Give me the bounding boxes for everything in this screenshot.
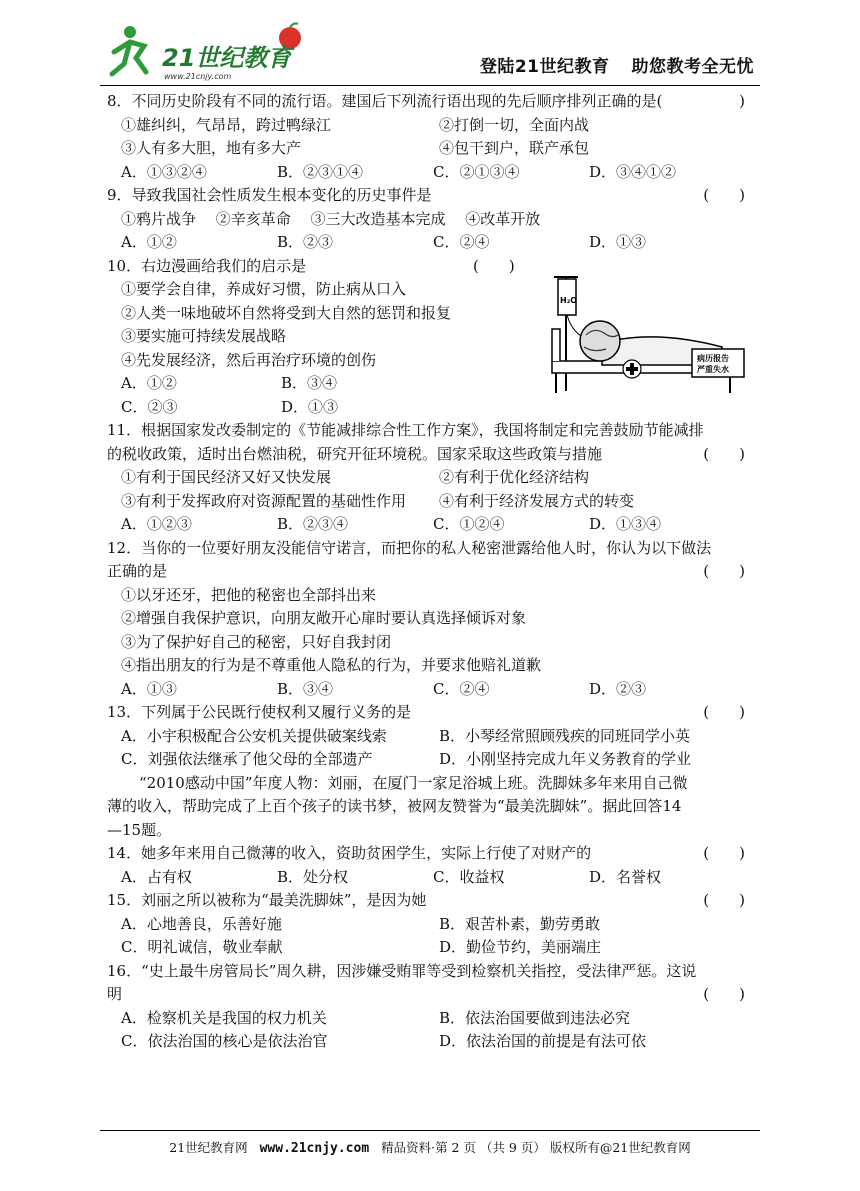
question-12-choices: A．①③ B．③④ C．②④ D．②③ bbox=[121, 679, 647, 698]
header-rule bbox=[100, 85, 760, 86]
question-list bbox=[107, 90, 757, 1054]
question-8-choices: A．①③②④ B．②③①④ C．②①③④ D．③④①② bbox=[121, 162, 677, 181]
question-9-items: ①鸦片战争 ②辛亥革命 ③三大改造基本完成 ④改革开放 bbox=[121, 209, 541, 228]
question-12-item-4: ④指出朋友的行为是不尊重他人隐私的行为，并要求他赔礼道歉 bbox=[121, 656, 542, 674]
question-12-item-3: ③为了保护好自己的秘密，只好自我封闭 bbox=[121, 632, 392, 651]
question-14-choices: A．占有权 B．处分权 C．收益权 D．名誉权 bbox=[121, 867, 662, 886]
question-13-stem: 13．下列属于公民既行使权利又履行义务的是 ( ) bbox=[107, 703, 745, 721]
svg-text:严重失水: 严重失水 bbox=[697, 365, 729, 374]
question-9-choices: A．①② B．②③ C．②④ D．①③ bbox=[121, 233, 647, 251]
question-16-choices-row1: A．检察机关是我国的权力机关 B．依法治国要做到违法必究 bbox=[121, 1008, 631, 1027]
earth-patient-cartoon bbox=[534, 269, 760, 399]
question-13-choices-row2: C．刘强依法继承了他父母的全部遗产 D．小刚坚持完成九年义务教育的学业 bbox=[121, 750, 692, 768]
header-slogan bbox=[458, 52, 754, 77]
question-10-item-4: ④先发展经济，然后再治疗环境的创伤 bbox=[121, 350, 377, 369]
question-15-choices-row1: A．心地善良，乐善好施 B．艰苦朴素，勤劳勇敢 bbox=[121, 914, 601, 933]
footer-site: 21世纪教育网 bbox=[169, 1140, 248, 1155]
question-12-stem-2: 正确的是 ( ) bbox=[107, 562, 745, 580]
question-10-choices-row2: C．②③ D．①③ bbox=[121, 397, 339, 416]
logo-text: 21世纪教育 bbox=[162, 44, 292, 72]
material-line-2: 薄的收入，帮助完成了上百个孩子的读书梦，被网友赞誉为“最美洗脚妹”。据此回答14 bbox=[107, 797, 682, 815]
page-footer bbox=[100, 1138, 760, 1156]
question-16-choices-row2: C．依法治国的核心是依法治官 D．依法治国的前提是有法可依 bbox=[121, 1032, 647, 1050]
footer-info: 精品资料·第 2 页 （共 9 页） 版权所有@21世纪教育网 bbox=[381, 1140, 691, 1155]
site-logo bbox=[100, 22, 320, 82]
question-13-choices-row1: A．小宇积极配合公安机关提供破案线索 B．小琴经常照顾残疾的同班同学小英 bbox=[121, 726, 691, 745]
question-10-choices-row1: A．①② B．③④ bbox=[121, 374, 338, 392]
question-12-item-2: ②增强自我保护意识，向朋友敞开心扉时要认真选择倾诉对象 bbox=[121, 609, 527, 627]
question-8-stem: 8．不同历史阶段有不同的流行语。建国后下列流行语出现的先后顺序排列正确的是( ) bbox=[107, 92, 745, 110]
page-header bbox=[100, 22, 760, 84]
question-10-item-2: ②人类一味地破坏自然将受到大自然的惩罚和报复 bbox=[121, 303, 452, 322]
footer-url: www.21cnjy.com bbox=[259, 1141, 370, 1156]
question-12-stem-1: 12．当你的一位要好朋友没能信守诺言，而把你的私人秘密泄露给他人时，你认为以下做法 bbox=[107, 538, 712, 557]
question-11-items-row1: ①有利于国民经济又好又快发展 ②有利于优化经济结构 bbox=[121, 468, 590, 486]
question-10-item-1: ①要学会自律，养成好习惯，防止病从口入 bbox=[121, 280, 407, 298]
slogan-part-1: 登陆21世纪教育 bbox=[479, 57, 610, 77]
question-11-items-row2: ③有利于发挥政府对资源配置的基础性作用 ④有利于经济发展方式的转变 bbox=[121, 491, 635, 510]
material-line-1: “2010感动中国”年度人物：刘丽，在厦门一家足浴城上班。洗脚妹多年来用自己微 bbox=[139, 773, 688, 792]
question-14-stem: 14．她多年来用自己微薄的收入，资助贫困学生，实际上行使了对财产的 ( ) bbox=[107, 844, 745, 862]
question-12-item-1: ①以牙还牙，把他的秘密也全部抖出来 bbox=[121, 585, 377, 604]
earth-globe-icon bbox=[580, 321, 620, 361]
question-9-stem: 9．导致我国社会性质发生根本变化的历史事件是 ( ) bbox=[107, 186, 745, 204]
iv-bag-label: H₂O bbox=[560, 296, 577, 305]
question-11-stem-2: 的税收政策，适时出台燃油税，研究开征环境税。国家采取这些政策与措施 ( ) bbox=[107, 444, 745, 463]
question-16-stem-1: 16．“史上最牛房管局长”周久耕，因涉嫌受贿罪等受到检察机关指控，受法律严惩。这说 bbox=[107, 961, 697, 980]
question-15-choices-row2: C．明礼诚信，敬业奉献 D．勤俭节约，美丽端庄 bbox=[121, 938, 602, 956]
running-figure-icon bbox=[112, 26, 146, 74]
question-11-choices: A．①②③ B．②③④ C．①②④ D．①③④ bbox=[121, 515, 662, 533]
question-10-item-3: ③要实施可持续发展战略 bbox=[121, 327, 287, 345]
footer-rule bbox=[100, 1130, 760, 1131]
svg-text:病历报告: 病历报告 bbox=[697, 354, 729, 363]
logo-url: www.21cnjy.com bbox=[164, 72, 232, 81]
question-10-stem: 10．右边漫画给我们的启示是 ( ) bbox=[107, 256, 515, 275]
material-line-3: —15题。 bbox=[107, 820, 172, 839]
question-11-stem-1: 11．根据国家发改委制定的《节能减排综合性工作方案》，我国将制定和完善鼓励节能减排 bbox=[107, 421, 704, 439]
question-8-items-row2: ③人有多大胆，地有多大产 ④包干到户，联产承包 bbox=[121, 139, 590, 157]
slogan-part-2: 助您教考全无忧 bbox=[631, 57, 754, 77]
question-16-stem-2: 明 ( ) bbox=[107, 985, 745, 1003]
question-15-stem: 15．刘丽之所以被称为“最美洗脚妹”，是因为她 ( ) bbox=[107, 891, 745, 909]
question-8-items-row1: ①雄纠纠，气昂昂，跨过鸭绿江 ②打倒一切，全面内战 bbox=[121, 115, 590, 134]
